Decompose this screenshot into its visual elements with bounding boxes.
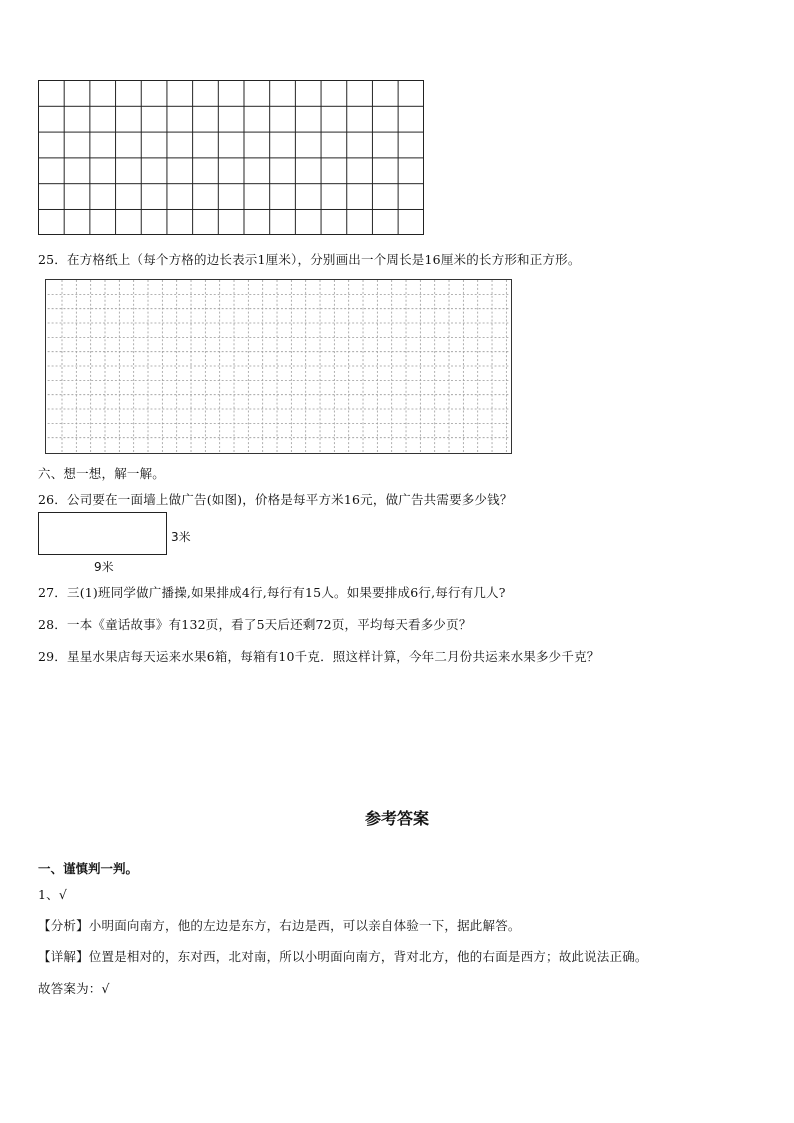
question-25: 25．在方格纸上（每个方格的边长表示1厘米），分别画出一个周长是16厘米的长方形和正方形。 — [38, 252, 581, 267]
question-27: 27．三(1)班同学做广播操,如果排成4行,每行有15人。如果要排成6行,每行有几人? — [38, 585, 506, 600]
answer-conclusion: 故答案为：√ — [38, 981, 110, 996]
answer-item-1: 1、√ — [38, 887, 68, 902]
answers-section-1: 一、谨慎判一判。 — [38, 861, 139, 876]
answers-title: 参考答案 — [364, 809, 429, 828]
answer-analysis: 【分析】小明面向南方，他的左边是东方，右边是西，可以亲自体验一下，据此解答。 — [38, 918, 521, 933]
height-label: 3米 — [171, 530, 191, 544]
section-6-heading: 六、想一想，解一解。 — [38, 466, 166, 481]
dotted-grid-paper — [45, 279, 512, 454]
question-29: 29．星星水果店每天运来水果6箱，每箱有10千克．照这样计算，今年二月份共运来水果多少千克？ — [38, 649, 600, 664]
question-26: 26．公司要在一面墙上做广告(如图)，价格是每平方米16元，做广告共需要多少钱？ — [38, 492, 513, 507]
answer-grid-top — [38, 80, 424, 235]
question-28: 28．一本《童话故事》有132页，看了5天后还剩72页，平均每天看多少页？ — [38, 617, 472, 632]
width-label: 9米 — [94, 560, 114, 574]
wall-rectangle-figure — [38, 512, 167, 555]
answer-detail: 【详解】位置是相对的，东对西，北对南，所以小明面向南方，背对北方，他的右面是西方；故此说法正确。 — [38, 949, 648, 964]
